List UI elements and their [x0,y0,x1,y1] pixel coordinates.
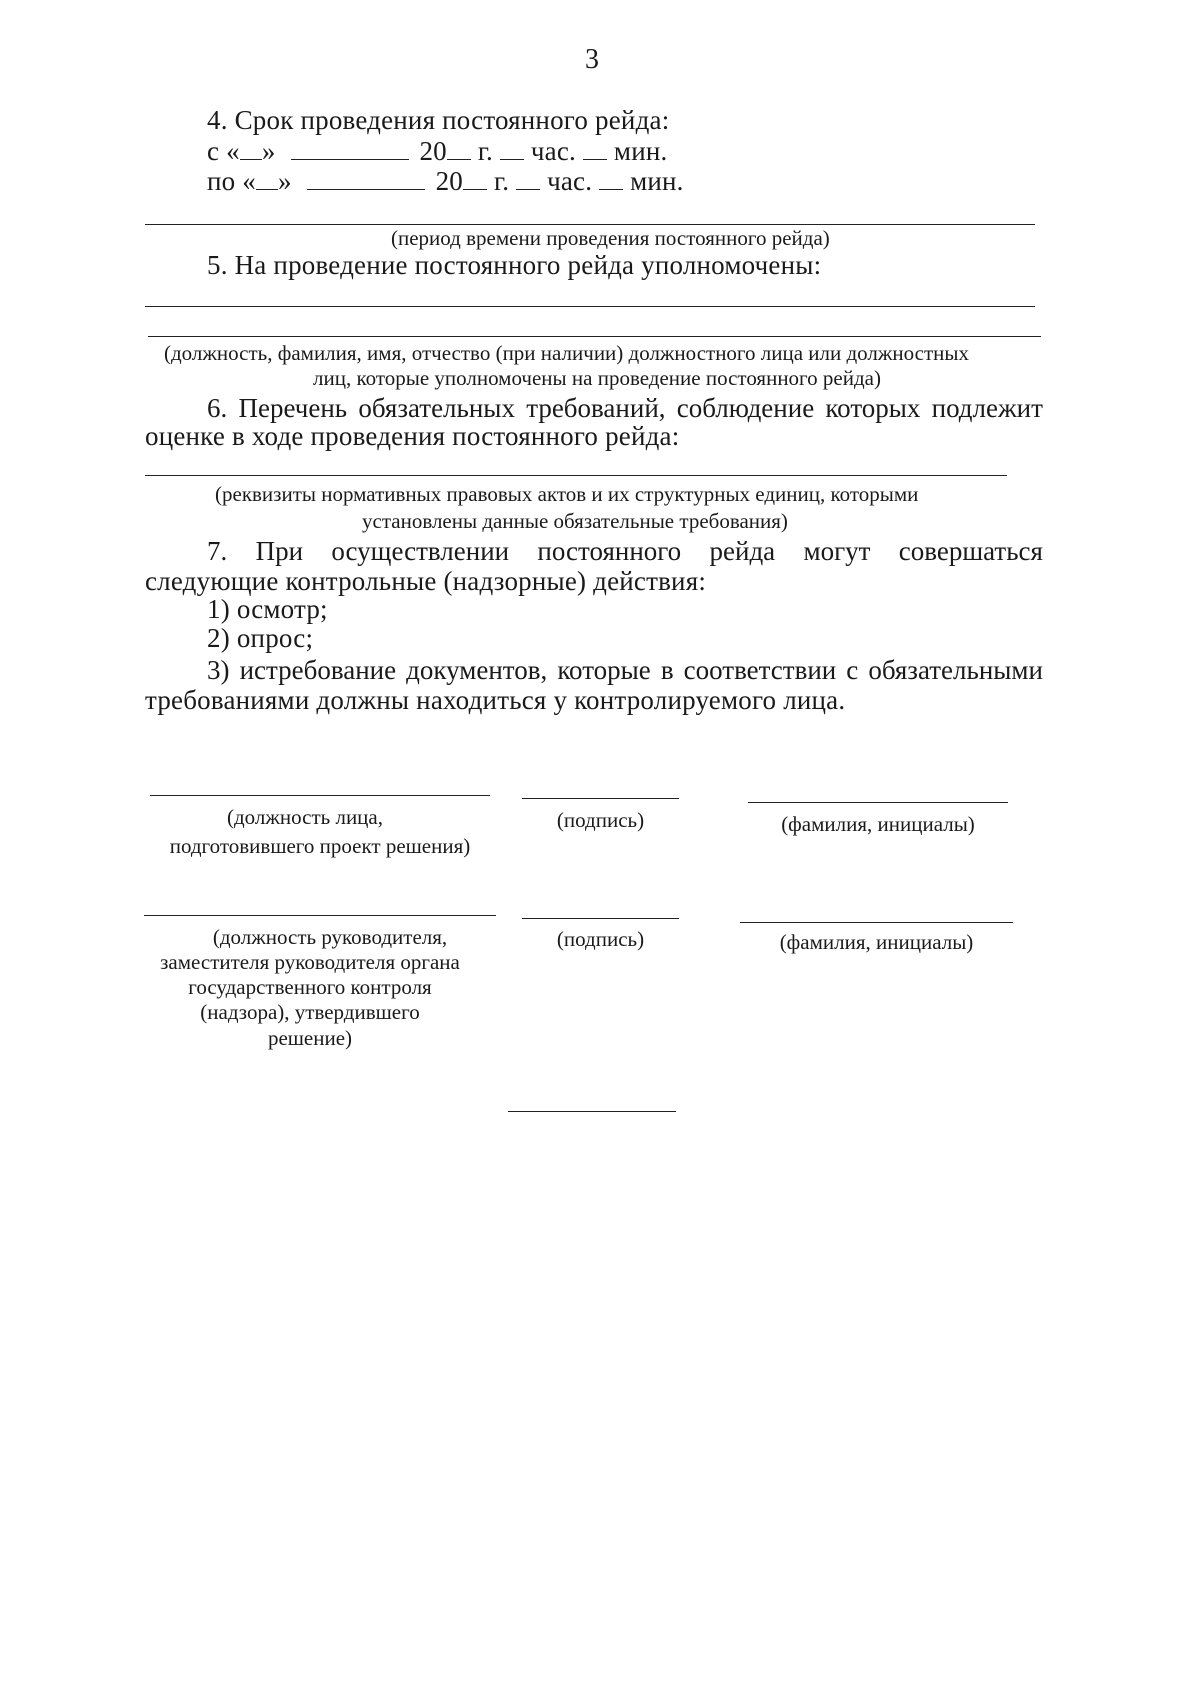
item6-line1 [207,393,1043,424]
sig2-signature-caption: (подпись) [556,927,645,951]
item7-word: При [255,536,304,566]
action3-word: которые [557,655,651,685]
year-suffix: г. [477,136,493,166]
sig2-signature-line[interactable] [522,918,679,919]
period-fill-line[interactable] [145,224,1035,225]
authorized-caption-line1: (должность, фамилия, имя, отчество (при наличии) должностного лица или должностных [164,341,970,365]
day-blank[interactable] [256,188,278,190]
page-number: 3 [585,44,600,75]
sig1-name-line[interactable] [748,802,1008,803]
action3-word: соответствии [683,655,837,685]
sig2-name-line[interactable] [740,922,1013,923]
item7-word: 7. [207,536,228,566]
quote-close: » [261,136,276,166]
hour-blank[interactable] [500,158,524,160]
item6-word: которых [825,393,921,423]
item6-word: 6. [207,393,228,423]
action-3-line1 [207,655,1043,686]
quote-close: » [278,166,292,196]
item6-word: подлежит [931,393,1043,423]
end-separator-line [508,1111,676,1112]
action3-word: обязательными [868,655,1043,685]
sig2-position-caption-4: (надзора), утвердившего [200,1000,420,1024]
sig2-name-caption: (фамилия, инициалы) [779,930,974,954]
hour-label: час. [530,136,577,166]
year-label: 20 [419,136,447,166]
item7-word: рейда [709,536,776,566]
day-blank[interactable] [240,158,262,160]
period-caption: (период времени проведения постоянного рейда) [391,226,830,250]
item4-to-line [207,166,684,197]
year-blank[interactable] [463,188,487,190]
sig1-position-caption-2: подготовившего проект решения) [169,834,471,858]
item6-word: Перечень [238,393,348,423]
year-blank[interactable] [447,158,471,160]
sig2-position-line[interactable] [144,915,496,916]
sig1-name-caption: (фамилия, инициалы) [781,812,975,836]
year-suffix: г. [493,166,510,196]
item6-word: требований, [526,393,666,423]
sig1-position-line[interactable] [150,795,490,796]
item5-heading: 5. На проведение постоянного рейда уполномочены: [207,250,822,280]
hour-label: час. [547,166,593,196]
minute-label: мин. [613,136,668,166]
action-1: 1) осмотр; [207,594,328,624]
month-blank[interactable] [307,188,425,190]
minute-blank[interactable] [599,188,623,190]
action3-word: 3) [207,655,230,685]
requirements-caption-line2: установлены данные обязательные требования) [362,509,788,533]
year-label: 20 [435,166,464,196]
item6-word: обязательных [358,393,515,423]
month-blank[interactable] [291,158,409,160]
item7-word: осуществлении [331,536,510,566]
to-prefix: по « [207,166,256,196]
item7-line1 [207,536,1043,567]
action3-word: истребование [239,655,397,685]
item6-word: соблюдение [676,393,815,423]
requirements-fill-line[interactable] [145,475,1007,476]
from-prefix: с « [207,136,240,166]
item7-word: могут [803,536,871,566]
sig1-position-caption-1: (должность лица, [226,805,383,829]
action-3-line2: требованиями должны находиться у контролируемого лица. [145,685,846,715]
minute-label: мин. [630,166,684,196]
item4-heading: 4. Срок проведения постоянного рейда: [207,105,670,135]
item7-line2: следующие контрольные (надзорные) действия: [145,566,707,596]
item7-word: совершаться [898,536,1043,566]
authorized-caption-line2: лиц, которые уполномочены на проведение постоянного рейда) [313,366,881,390]
sig2-position-caption-1: (должность руководителя, [212,925,448,949]
action3-word: с [846,655,859,685]
item4-from-line [207,136,667,167]
requirements-caption-line1: (реквизиты нормативных правовых актов и их структурных единиц, которыми [215,482,919,506]
action3-word: в [660,655,674,685]
minute-blank[interactable] [583,158,607,160]
sig2-position-caption-2: заместителя руководителя органа [160,950,460,974]
hour-blank[interactable] [516,188,540,190]
authorized-fill-line-2[interactable] [148,336,1041,337]
sig1-signature-caption: (подпись) [556,808,645,832]
sig2-position-caption-5: решение) [267,1026,353,1050]
item6-line2: оценке в ходе проведения постоянного рейда: [145,421,680,451]
authorized-fill-line-1[interactable] [145,306,1035,307]
sig2-position-caption-3: государственного контроля [188,975,432,999]
action-2: 2) опрос; [207,623,314,653]
sig1-signature-line[interactable] [522,798,679,799]
item7-word: постоянного [537,536,682,566]
action3-word: документов, [406,655,548,685]
